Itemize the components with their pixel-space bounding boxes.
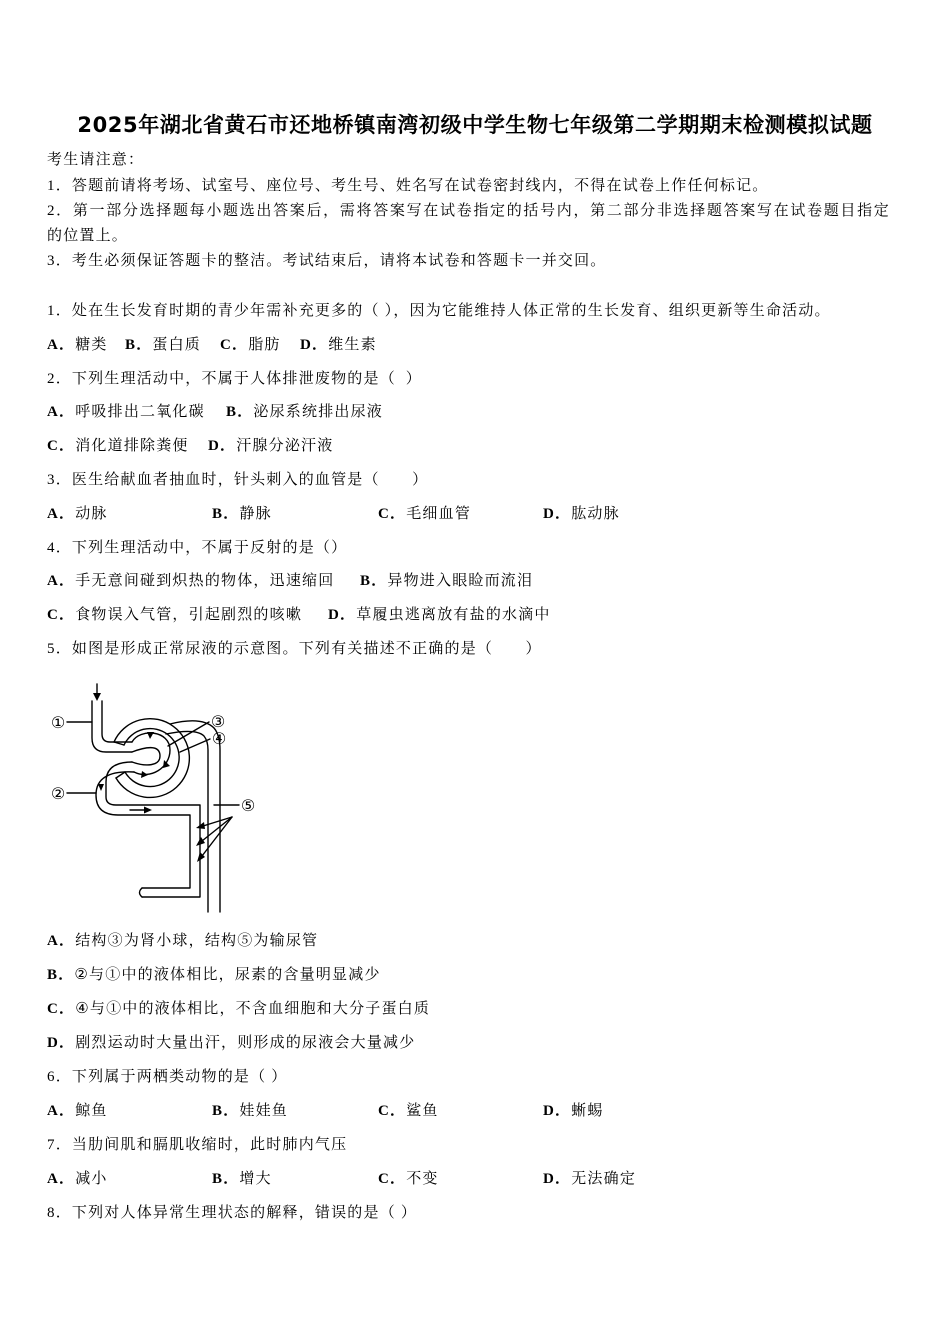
glomerulus-arrow-right xyxy=(163,760,170,768)
option-text: 蜥蜴 xyxy=(571,1103,604,1119)
option-label: D． xyxy=(328,607,357,623)
option-text: 毛细血管 xyxy=(406,506,472,522)
option-label: D． xyxy=(543,1103,572,1119)
option-label: B． xyxy=(212,1171,240,1187)
question-8-stem: 8．下列对人体异常生理状态的解释，错误的是（ ） xyxy=(47,1205,418,1221)
q2-option-d xyxy=(208,436,333,456)
q4-option-b xyxy=(360,571,533,591)
option-text: 呼吸排出二氧化碳 xyxy=(75,404,205,420)
option-text: 草履虫逃离放有盐的水滴中 xyxy=(356,607,551,623)
q3-option-c xyxy=(378,504,471,524)
option-text: 鲨鱼 xyxy=(406,1103,439,1119)
q1-option-b xyxy=(125,335,201,355)
option-label: B． xyxy=(125,337,153,353)
efferent-vessel-outer-wall xyxy=(96,772,190,888)
q4-option-a xyxy=(47,571,334,591)
q3-option-b xyxy=(212,504,272,524)
notice-heading: 考生请注意： xyxy=(47,152,145,168)
q7-option-a xyxy=(47,1169,108,1189)
question-3-stem: 3．医生给献血者抽血时，针头刺入的血管是（ ） xyxy=(47,472,429,488)
notice-item-1: 1．答题前请将考场、试室号、座位号、考生号、姓名写在试卷密封线内，不得在试卷上作任何标记。 xyxy=(47,178,769,194)
option-label: A． xyxy=(47,1103,76,1119)
option-text: 蛋白质 xyxy=(152,337,202,353)
option-text: ②与①中的液体相比，尿素的含量明显减少 xyxy=(74,967,381,983)
q6-option-c xyxy=(378,1101,439,1121)
option-text: 鲸鱼 xyxy=(75,1103,108,1119)
q5-option-b xyxy=(47,965,381,985)
question-7-stem: 7．当肋间肌和膈肌收缩时，此时肺内气压 xyxy=(47,1137,348,1153)
q1-option-c xyxy=(220,335,281,355)
option-text: 动脉 xyxy=(75,506,108,522)
label-1: ① xyxy=(50,713,66,732)
option-text: 异物进入眼睑而流泪 xyxy=(387,573,534,589)
option-label: C． xyxy=(47,1001,76,1017)
q3-option-a xyxy=(47,504,108,524)
option-label: B． xyxy=(360,573,388,589)
reabsorption-arrow-3-shaft xyxy=(202,817,232,856)
option-text: ④与①中的液体相比，不含血细胞和大分子蛋白质 xyxy=(75,1001,431,1017)
outlet-vessel-end xyxy=(140,888,143,897)
q5-option-d xyxy=(47,1033,415,1053)
option-label: D． xyxy=(47,1035,76,1051)
q5-option-a xyxy=(47,931,318,951)
notice-item-2-text: 2．第一部分选择题每小题选出答案后，需将答案写在试卷指定的括号内，第二部分非选择题答案写在试卷题目指定 xyxy=(47,203,890,219)
label-3: ③ xyxy=(210,712,226,731)
question-4-stem: 4．下列生理活动中，不属于反射的是（） xyxy=(47,540,348,556)
option-label: D． xyxy=(300,337,329,353)
q5-option-c xyxy=(47,999,430,1019)
q4-option-d xyxy=(328,605,551,625)
option-label: D． xyxy=(543,506,572,522)
option-text: 娃娃鱼 xyxy=(239,1103,289,1119)
option-label: C． xyxy=(378,1171,407,1187)
q6-option-a xyxy=(47,1101,108,1121)
efferent-flow-arrow-down xyxy=(98,784,104,791)
inflow-arrow-head xyxy=(93,693,101,701)
option-text: 汗腺分泌汗液 xyxy=(236,438,334,454)
option-text: 消化道排除粪便 xyxy=(75,438,189,454)
label-5: ⑤ xyxy=(240,796,256,815)
option-text: 增大 xyxy=(239,1171,272,1187)
capsule-outer-wall xyxy=(114,719,189,798)
option-label: B． xyxy=(212,1103,240,1119)
option-text: 无法确定 xyxy=(571,1171,637,1187)
option-label: B． xyxy=(212,506,240,522)
q3-option-d xyxy=(543,504,620,524)
q7-option-b xyxy=(212,1169,272,1189)
glomerulus-arrow-bottom xyxy=(141,771,148,778)
nephron-diagram xyxy=(40,678,270,916)
option-label: C． xyxy=(47,438,76,454)
option-text: 结构③为肾小球，结构⑤为输尿管 xyxy=(75,933,319,949)
notice-item-2-line-1 xyxy=(47,201,890,221)
exam-title: 2025年湖北省黄石市还地桥镇南湾初级中学生物七年级第二学期期末检测模拟试题 xyxy=(77,113,873,137)
q6-option-d xyxy=(543,1101,604,1121)
q6-option-b xyxy=(212,1101,288,1121)
question-5-stem: 5．如图是形成正常尿液的示意图。下列有关描述不正确的是（ ） xyxy=(47,641,542,657)
option-label: A． xyxy=(47,404,76,420)
glomerulus-loop-inner xyxy=(132,748,160,765)
option-text: 静脉 xyxy=(239,506,272,522)
question-2-stem: 2．下列生理活动中，不属于人体排泄废物的是（ ） xyxy=(47,371,423,387)
q1-option-a xyxy=(47,335,108,355)
option-label: B． xyxy=(226,404,254,420)
label-4-leader xyxy=(180,739,210,752)
option-text: 剧烈运动时大量出汗，则形成的尿液会大量减少 xyxy=(75,1035,416,1051)
option-label: C． xyxy=(378,1103,407,1119)
option-text: 手无意间碰到炽热的物体，迅速缩回 xyxy=(75,573,335,589)
option-label: A． xyxy=(47,573,76,589)
option-label: D． xyxy=(543,1171,572,1187)
q7-option-d xyxy=(543,1169,636,1189)
option-label: C． xyxy=(220,337,249,353)
option-text: 脂肪 xyxy=(248,337,281,353)
glomerulus-arrow-top xyxy=(147,732,154,739)
option-label: B． xyxy=(47,967,75,983)
option-label: A． xyxy=(47,1171,76,1187)
q2-option-b xyxy=(226,402,383,422)
notice-item-2-line-2: 的位置上。 xyxy=(47,228,129,244)
q7-option-c xyxy=(378,1169,439,1189)
option-text: 糖类 xyxy=(75,337,108,353)
q2-option-a xyxy=(47,402,205,422)
option-text: 食物误入气管，引起剧烈的咳嗽 xyxy=(75,607,303,623)
option-label: C． xyxy=(47,607,76,623)
glomerulus-loop-outer xyxy=(132,733,170,775)
option-text: 维生素 xyxy=(328,337,377,353)
label-2: ② xyxy=(50,784,66,803)
option-label: C． xyxy=(378,506,407,522)
option-label: A． xyxy=(47,506,76,522)
capillary-flow-arrow-head xyxy=(144,807,152,814)
label-4: ④ xyxy=(211,729,227,748)
q1-option-d xyxy=(300,335,377,355)
option-label: A． xyxy=(47,933,76,949)
q4-option-c xyxy=(47,605,302,625)
option-text: 减小 xyxy=(75,1171,108,1187)
efferent-vessel-inner-wall xyxy=(106,762,200,897)
option-label: A． xyxy=(47,337,76,353)
option-text: 不变 xyxy=(406,1171,439,1187)
question-1-stem: 1．处在生长发育时期的青少年需补充更多的（ ），因为它能维持人体正常的生长发育、组织更新等生命活动。 xyxy=(47,303,831,319)
question-6-stem: 6．下列属于两栖类动物的是（ ） xyxy=(47,1069,288,1085)
q2-option-c xyxy=(47,436,189,456)
option-text: 泌尿系统排出尿液 xyxy=(253,404,384,420)
option-text: 肱动脉 xyxy=(571,506,620,522)
notice-item-3: 3．考生必须保证答题卡的整洁。考试结束后，请将本试卷和答题卡一并交回。 xyxy=(47,253,607,269)
option-label: D． xyxy=(208,438,237,454)
capsule-inner-wall xyxy=(124,729,179,787)
tubule-inner-wall xyxy=(166,731,208,912)
